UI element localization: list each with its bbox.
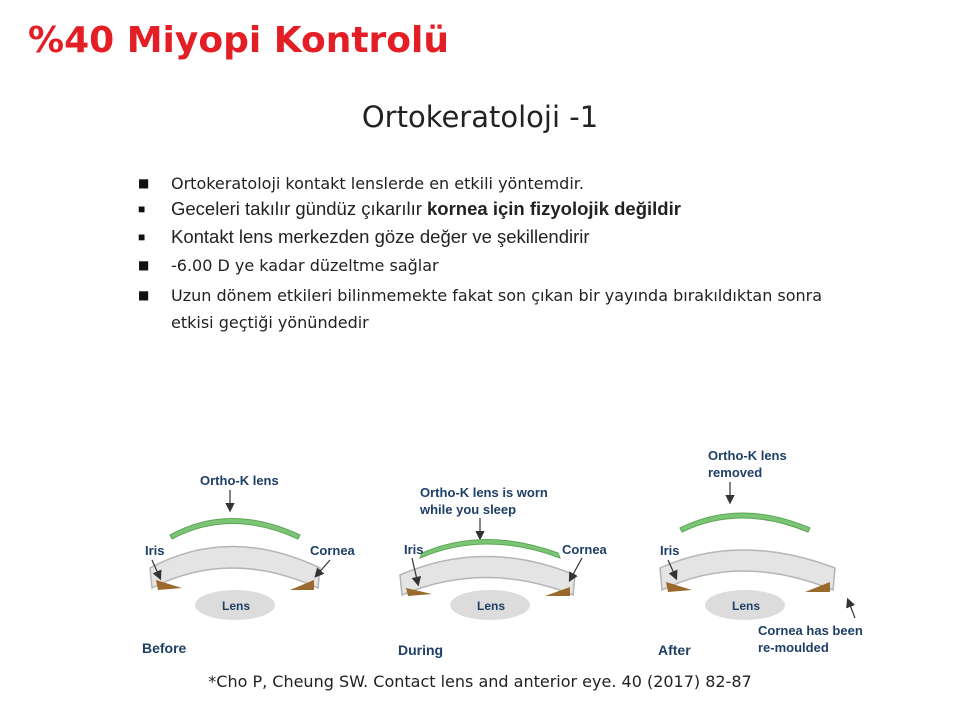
square-bullet-icon: ■ xyxy=(138,202,146,216)
cornea-shape xyxy=(400,557,575,596)
contact-lens-shape xyxy=(420,540,560,559)
ortho-k-lens-label: Ortho-K lens is worn xyxy=(420,485,548,500)
ortho-k-lens-label-line2: while you sleep xyxy=(420,502,517,517)
contact-lens-shape xyxy=(680,513,810,532)
cornea-shape xyxy=(150,547,320,589)
cornea-label: Cornea xyxy=(562,542,607,557)
slide-subtitle: Ortokeratoloji -1 xyxy=(361,100,599,134)
bullet-list xyxy=(133,172,863,336)
bullet-text-bold: kornea için fizyolojik değildir xyxy=(427,198,681,219)
cornea-shape xyxy=(660,550,835,590)
bullet-item xyxy=(133,282,863,336)
panel-after xyxy=(658,448,863,658)
ortho-k-lens-label: Ortho-K lens xyxy=(200,473,279,488)
slide-title: %40 Miyopi Kontrolü xyxy=(28,20,449,61)
lens-label: Lens xyxy=(222,599,251,613)
cornea-note-label-line2: re-moulded xyxy=(758,640,829,655)
bullet-text: Kontakt lens merkezden göze değer ve şekillendirir xyxy=(171,226,590,247)
stage-label: After xyxy=(658,642,691,658)
bullet-item xyxy=(133,251,863,280)
cornea-label: Cornea xyxy=(310,543,355,558)
iris-label: Iris xyxy=(404,542,424,557)
bullet-text: Geceleri takılır gündüz çıkarılır xyxy=(171,198,428,219)
square-bullet-icon: ■ xyxy=(138,176,150,190)
stage-label: Before xyxy=(142,640,187,656)
bullet-item xyxy=(133,172,863,195)
ortho-k-lens-label-line2: removed xyxy=(708,465,763,480)
contact-lens-shape xyxy=(170,519,300,540)
iris-left-shape xyxy=(666,582,692,592)
panel-before xyxy=(142,473,356,656)
cornea-note-label: Cornea has been xyxy=(758,623,863,638)
square-bullet-icon: ■ xyxy=(138,230,146,244)
ortho-k-diagram xyxy=(130,440,890,665)
stage-label: During xyxy=(398,642,444,658)
bullet-item xyxy=(133,223,863,251)
bullet-text: -6.00 D ye kadar düzeltme sağlar xyxy=(171,256,439,275)
iris-label: Iris xyxy=(660,543,680,558)
square-bullet-icon: ■ xyxy=(138,258,150,272)
ortho-k-lens-label: Ortho-K lens xyxy=(708,448,787,463)
lens-label: Lens xyxy=(732,599,761,613)
bullet-item xyxy=(133,195,863,223)
square-bullet-icon: ■ xyxy=(138,288,150,302)
iris-label: Iris xyxy=(145,543,165,558)
citation: *Cho P, Cheung SW. Contact lens and anterior eye. 40 (2017) 82-87 xyxy=(208,672,752,691)
bullet-text: Uzun dönem etkileri bilinmemekte fakat son çıkan bir yayında bırakıldıktan sonra etkisi geçtiği yönündedir xyxy=(171,286,823,332)
lens-label: Lens xyxy=(477,599,506,613)
panel-during xyxy=(398,485,608,658)
bullet-text: Ortokeratoloji kontakt lenslerde en etkili yöntemdir. xyxy=(171,174,584,193)
iris-left-shape xyxy=(156,580,182,590)
